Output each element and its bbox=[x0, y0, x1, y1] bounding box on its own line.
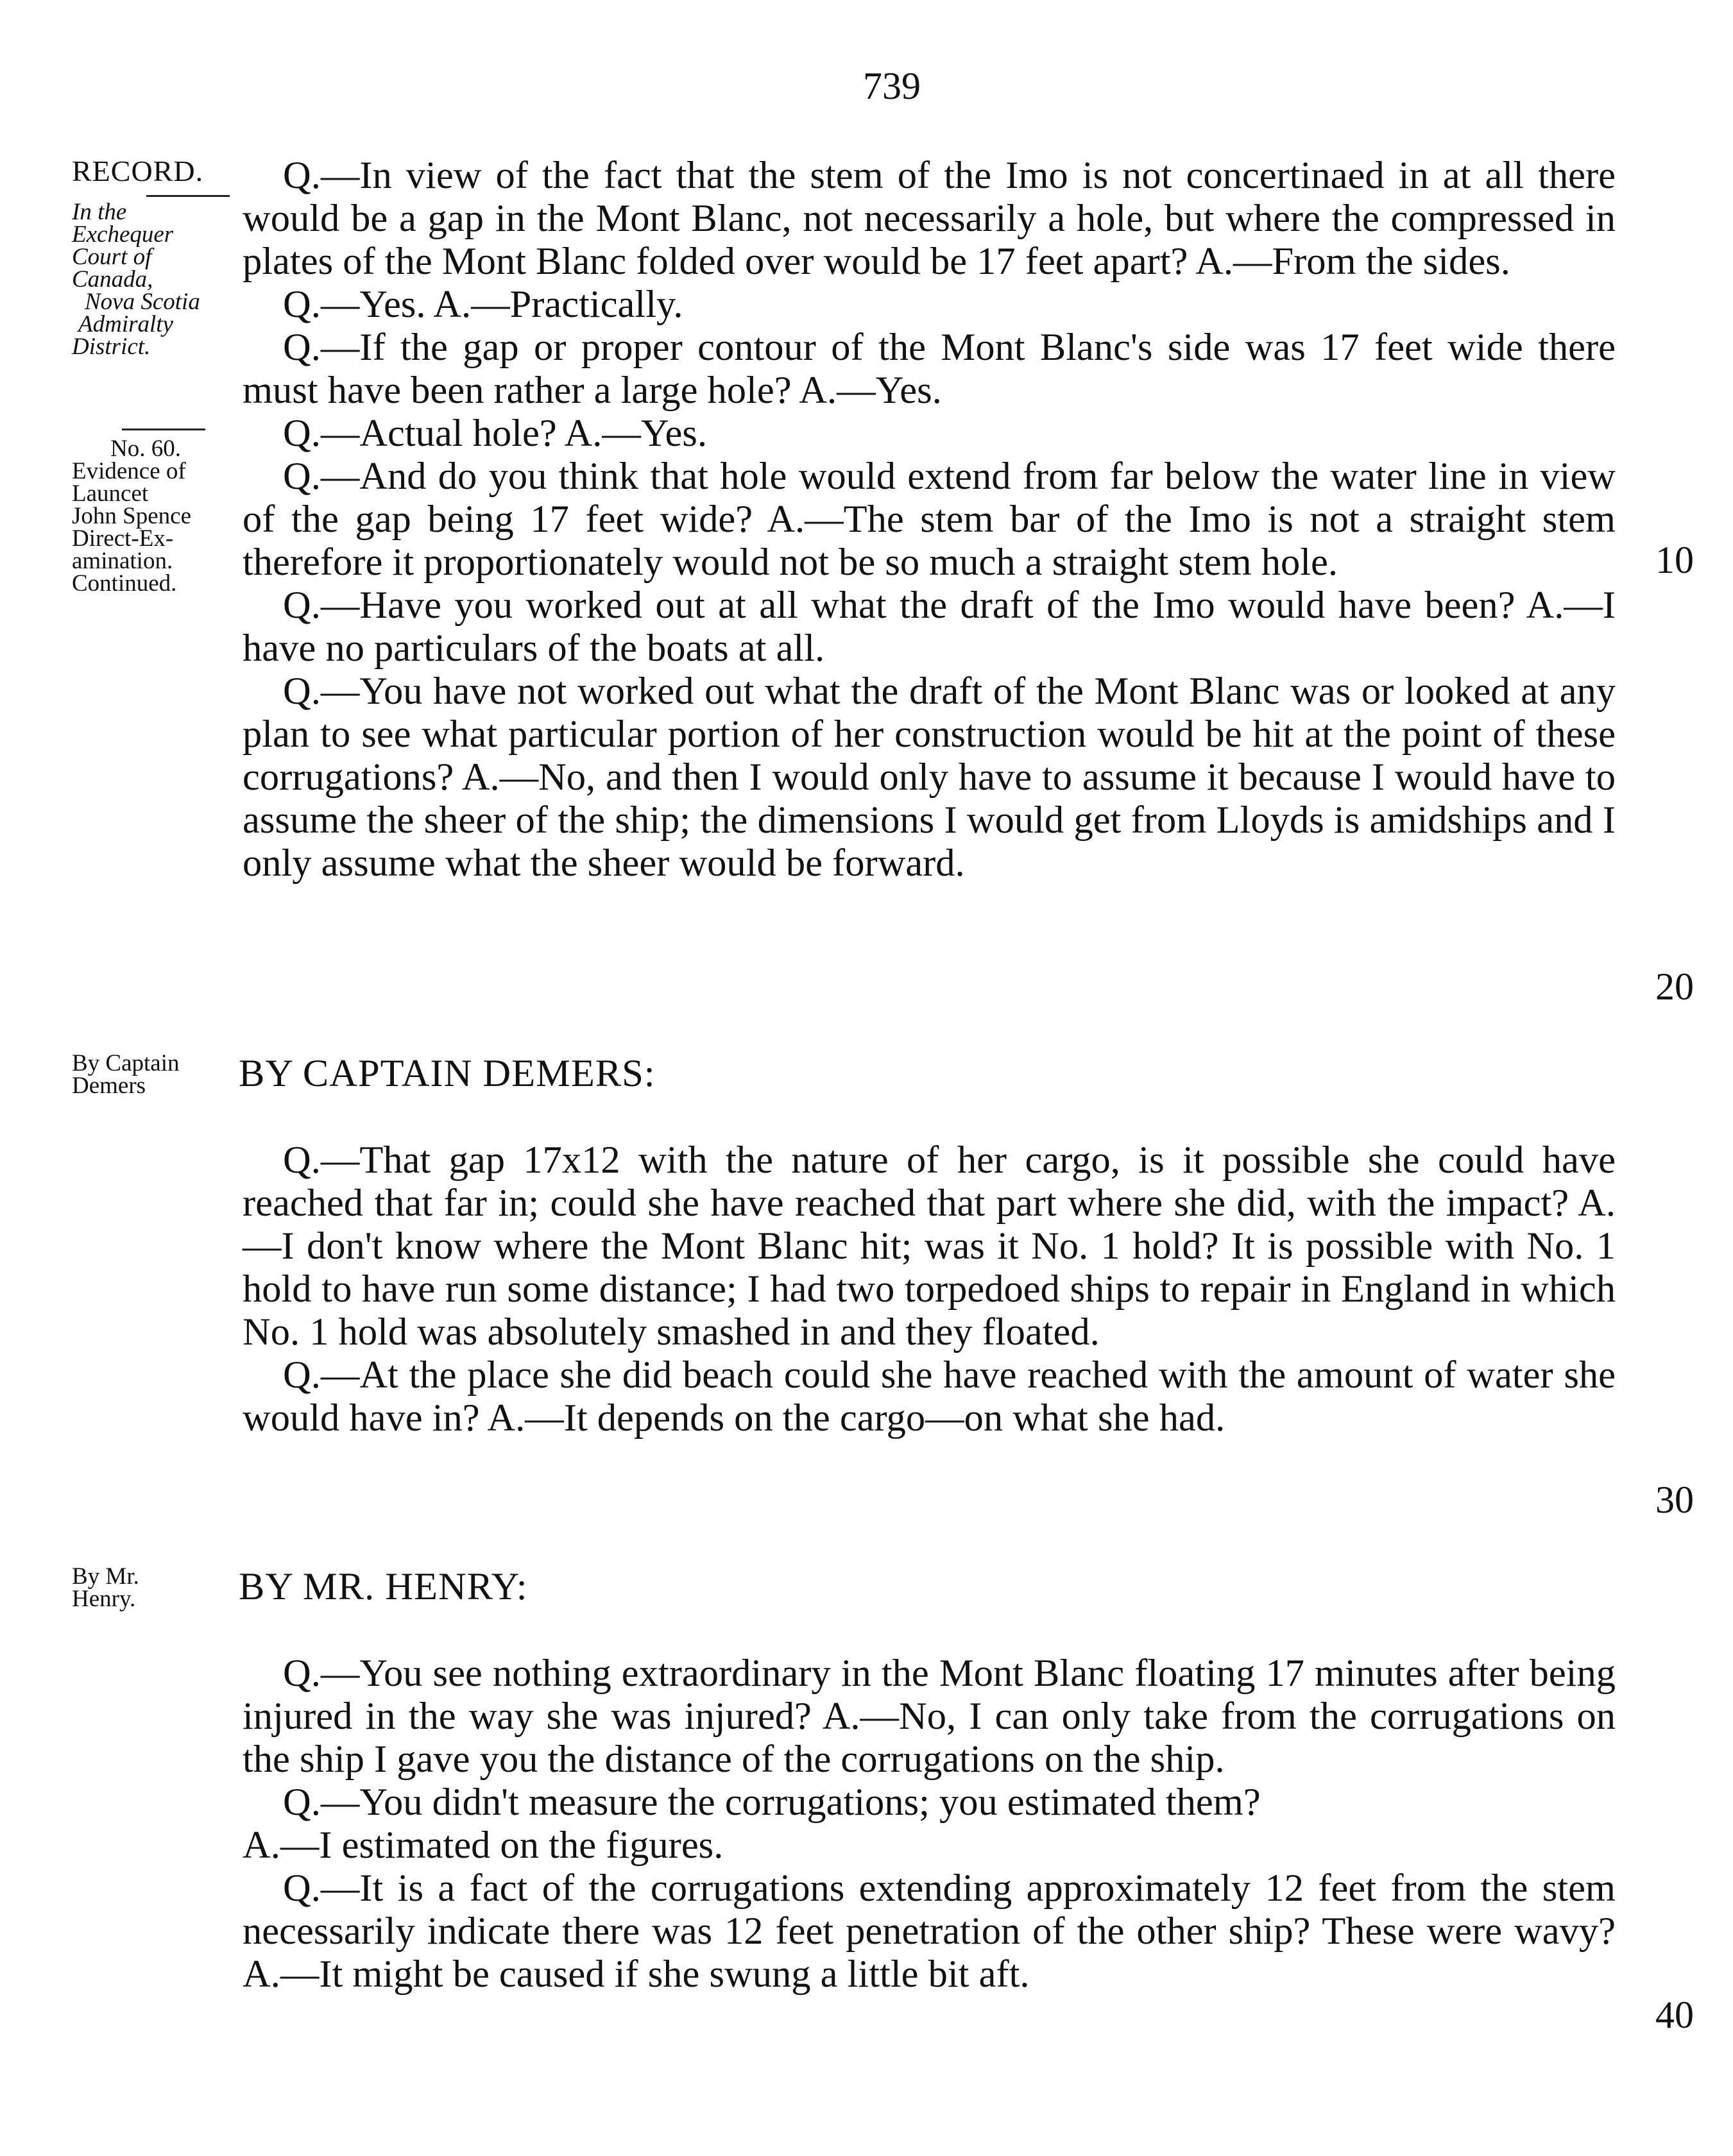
court-line: District. bbox=[72, 334, 151, 360]
margin-rule bbox=[146, 195, 230, 197]
qa-paragraph: Q.—You didn't measure the corrugations; you estimated them? bbox=[283, 1781, 1261, 1824]
document-line: No. 60. bbox=[110, 436, 181, 462]
document-line: amination. bbox=[72, 548, 173, 574]
document-line: Continued. bbox=[72, 570, 177, 597]
document-line: Direct-Ex- bbox=[72, 525, 174, 552]
demers-note-line: By Captain bbox=[72, 1050, 180, 1076]
document-line: Evidence of bbox=[72, 458, 186, 484]
line-number: 40 bbox=[1655, 1994, 1694, 2036]
qa-paragraph: Q.—And do you think that hole would extend from far below the water line in view of the gap being 17 feet wide? A.—The stem bar of the Imo is not a straight stem therefore it proportionately would not be so much a straight stem hole. bbox=[243, 455, 1616, 584]
margin-henry-note bbox=[72, 1565, 139, 1610]
page-number: 739 bbox=[863, 65, 921, 107]
document-line: Launcet bbox=[72, 480, 149, 507]
margin-demers-note bbox=[72, 1052, 180, 1097]
court-line: In the bbox=[72, 199, 127, 225]
qa-paragraph: Q.—At the place she did beach could she have reached with the amount of water she would have in? A.—It depends on the cargo—on what she had. bbox=[243, 1354, 1616, 1439]
qa-paragraph: Q.—If the gap or proper contour of the Mont Blanc's side was 17 feet wide there must have been rather a large hole? A.—Yes. bbox=[243, 326, 1616, 412]
henry-note-line: Henry. bbox=[72, 1586, 136, 1612]
henry-examination-block bbox=[243, 1652, 1616, 1996]
court-line: Exchequer bbox=[72, 221, 174, 248]
margin-document-note bbox=[72, 437, 191, 595]
section-heading-henry: BY MR. HENRY: bbox=[239, 1565, 528, 1608]
qa-paragraph: A.—I estimated on the figures. bbox=[243, 1824, 724, 1867]
qa-paragraph: Q.—Yes. A.—Practically. bbox=[283, 283, 683, 326]
court-line: Court of bbox=[72, 244, 152, 270]
line-number: 10 bbox=[1655, 539, 1694, 581]
margin-court-note bbox=[72, 201, 200, 358]
qa-paragraph: Q.—Have you worked out at all what the draft of the Imo would have been? A.—I have no particulars of the boats at all. bbox=[243, 584, 1616, 670]
line-number: 30 bbox=[1655, 1479, 1694, 1521]
margin-record-label bbox=[72, 154, 203, 189]
line-number: 20 bbox=[1655, 965, 1694, 1008]
section-heading-demers: BY CAPTAIN DEMERS: bbox=[239, 1052, 656, 1095]
court-line: Canada, bbox=[72, 266, 153, 293]
direct-examination-block bbox=[243, 154, 1616, 885]
qa-paragraph: Q.—You have not worked out what the draft of the Mont Blanc was or looked at any plan to see what particular portion of her construction would be hit at the point of these corrugations? A.—No, and then I would only have to assume it because I would have to assume the sheer of the ship; the dimensions I would get from Lloyds is amidships and I only assume what the sheer would be forward. bbox=[243, 670, 1616, 885]
henry-note-line: By Mr. bbox=[72, 1563, 139, 1590]
qa-paragraph: Q.—In view of the fact that the stem of the Imo is not concertinaed in at all there would be a gap in the Mont Blanc, not necessarily a hole, but where the compressed in plates of the Mont Blanc folded over would be 17 feet apart? A.—From the sides. bbox=[243, 154, 1616, 283]
document-line: John Spence bbox=[72, 503, 191, 529]
margin-rule bbox=[122, 429, 205, 430]
demers-note-line: Demers bbox=[72, 1073, 146, 1099]
court-line: Nova Scotia bbox=[85, 289, 200, 315]
qa-paragraph: Q.—You see nothing extraordinary in the Mont Blanc floating 17 minutes after being injured in the way she was injured? A.—No, I can only take from the corrugations on the ship I gave you the distance of the corrugations on the ship. bbox=[243, 1652, 1616, 1781]
qa-paragraph: Q.—That gap 17x12 with the nature of her cargo, is it possible she could have reached that far in; could she have reached that part where she did, with the impact? A.—I don't know where the Mont Blanc hit; was it No. 1 hold? It is possible with No. 1 hold to have run some distance; I had two torpedoed ships to repair in England in which No. 1 hold was absolutely smashed in and they floated. bbox=[243, 1139, 1616, 1354]
record-label: RECORD. bbox=[72, 155, 204, 187]
court-line: Admiralty bbox=[78, 311, 173, 337]
qa-paragraph: Q.—Actual hole? A.—Yes. bbox=[283, 412, 707, 455]
qa-paragraph: Q.—It is a fact of the corrugations extending approximately 12 feet from the stem necessarily indicate there was 12 feet penetration of the other ship? These were wavy? A.—It might be caused if she swung a little bit aft. bbox=[243, 1867, 1616, 1996]
demers-examination-block bbox=[243, 1139, 1616, 1439]
